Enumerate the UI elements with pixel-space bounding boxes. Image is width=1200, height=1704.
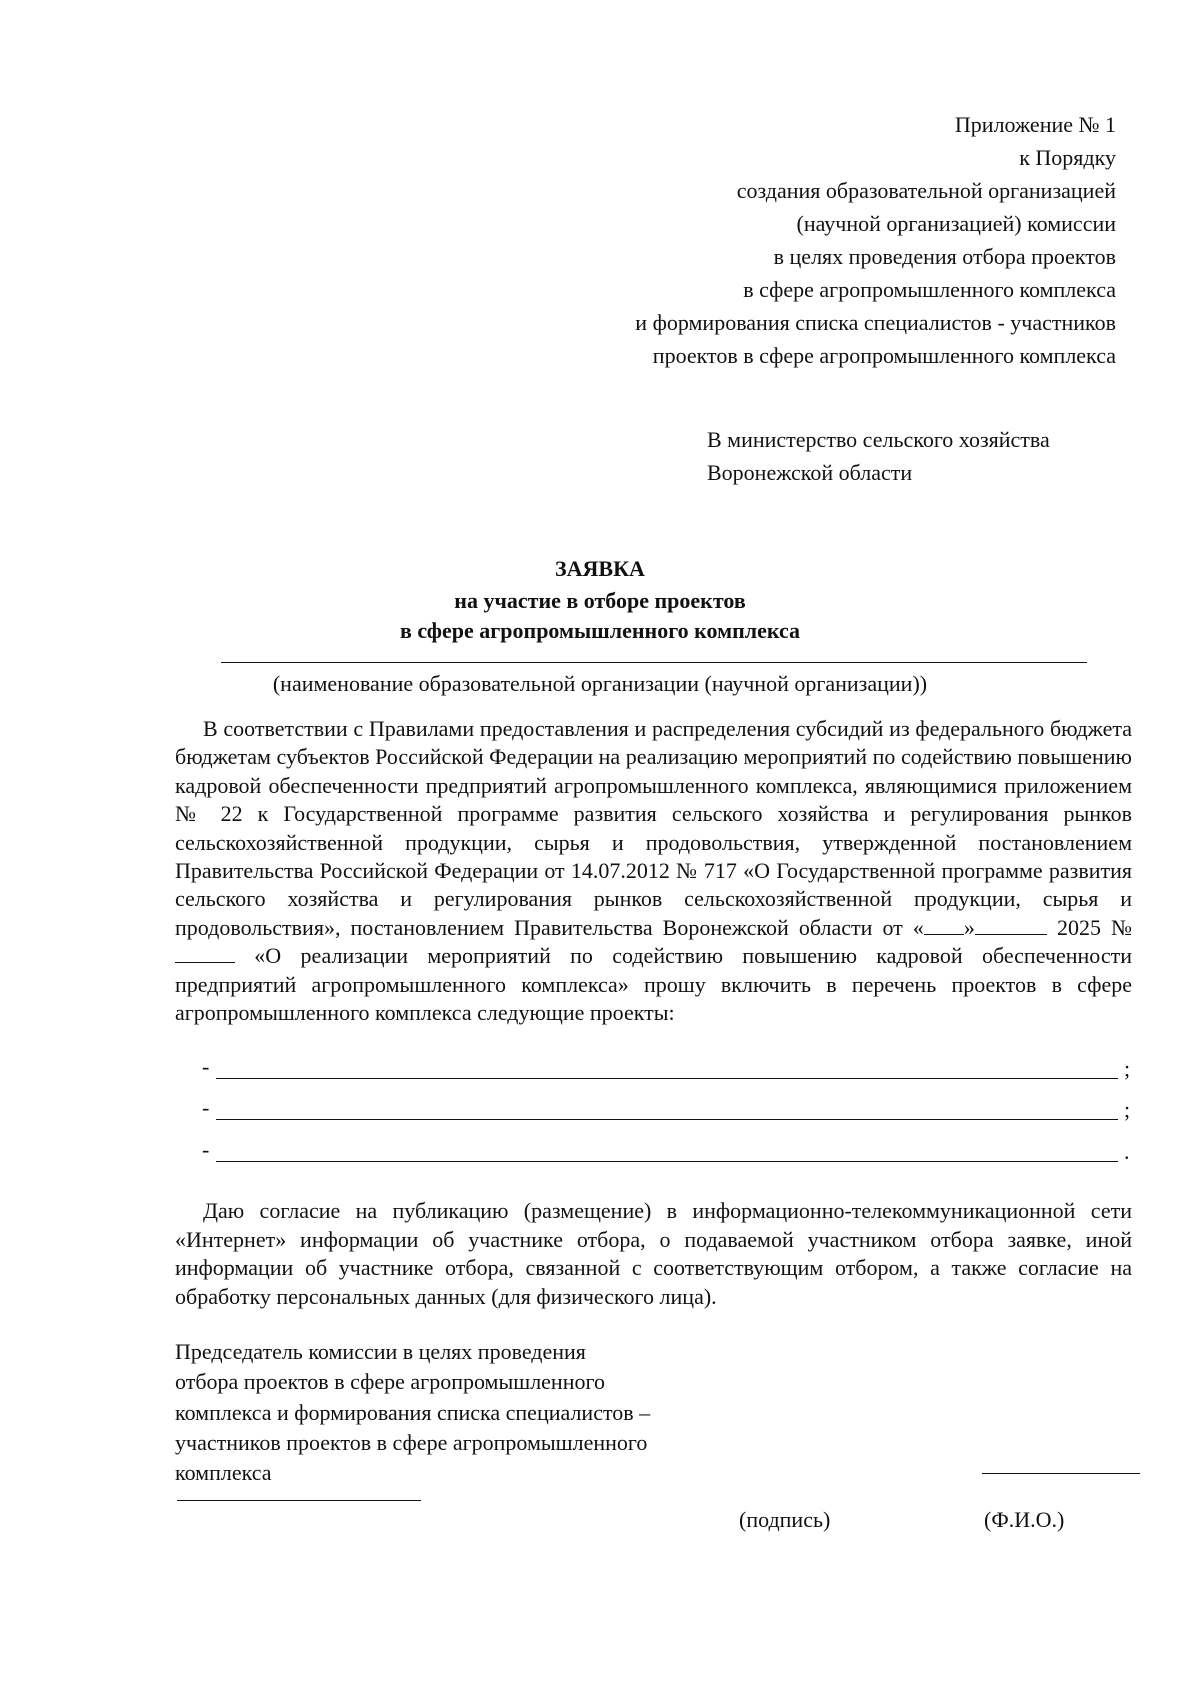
chairman-line: участников проектов в сфере агропромышленного <box>175 1429 648 1455</box>
addressee-line: Воронежской области <box>707 460 913 485</box>
appendix-line: к Порядку <box>1019 145 1116 170</box>
project-end-mark: . <box>1124 1139 1130 1164</box>
application-paragraph <box>175 715 1132 1027</box>
appendix-line: в сфере агропромышленного комплекса <box>743 277 1116 302</box>
project-dash: - <box>202 1095 210 1120</box>
project-end-mark: ; <box>1124 1056 1131 1081</box>
chairman-line: отбора проектов в сфере агропромышленного <box>175 1369 605 1395</box>
body-text-part: В соответствии с Правилами предоставления и распределения субсидий из федерального бюджета бюджетам субъектов Российской Федерации на реализацию мероприятий по содействию повышению кадровой обеспеченности предприятий агропромышленного комплекса, являющимися приложением № 22 к Государственной программе развития сельского хозяйства и регулирования рынков сельскохозяйственной продукции, сырья и продовольствия, утвержденной постановлением Правительства Российской Федерации от 14.07.2012 № 717 «О Государственной программе развития сельского хозяйства и регулирования рынков сельскохозяйственной продукции, сырья и продовольствия», постановлением Правительства Воронежской области от « <box>175 716 1132 940</box>
organization-name-field[interactable] <box>221 662 1087 663</box>
appendix-line: создания образовательной организацией <box>736 178 1116 203</box>
day-blank-field[interactable] <box>924 916 964 935</box>
document-subtitle: на участие в отборе проектов <box>454 588 746 613</box>
project-blank-field[interactable] <box>216 1119 1118 1120</box>
consent-text: Даю согласие на публикацию (размещение) в информационно-телекоммуникационной сети «Интернет» информации об участнике отбора, о подаваемой участником отбора заявке, иной информации об участнике отбора, связанной с соответствующим отбором, а также согласие на обработку персональных данных (для физического лица). <box>175 1198 1132 1309</box>
project-blank-field[interactable] <box>216 1161 1118 1162</box>
body-text-part: 2025 № <box>1046 914 1132 940</box>
chairman-block <box>175 1337 650 1488</box>
application-body <box>175 715 1132 1027</box>
document-subtitle: в сфере агропромышленного комплекса <box>399 618 801 643</box>
appendix-line: (научной организацией) комиссии <box>796 211 1116 236</box>
document-title: ЗАЯВКА <box>555 556 645 581</box>
fio-caption: (Ф.И.О.) <box>984 1507 1065 1532</box>
project-dash: - <box>202 1137 210 1162</box>
appendix-line: в целях проведения отбора проектов <box>773 244 1116 269</box>
signature-blank-field[interactable] <box>177 1500 421 1501</box>
project-blank-field[interactable] <box>216 1078 1118 1079</box>
project-end-mark: ; <box>1124 1097 1131 1122</box>
project-dash: - <box>202 1054 210 1079</box>
body-text-part: «О реализации мероприятий по содействию повышению кадровой обеспеченности предприятий агропромышленного комплекса» прошу включить в перечень проектов в сфере агропромышленного комплекса следующие проекты: <box>175 943 1132 1026</box>
consent-paragraph <box>175 1197 1132 1311</box>
organization-name-caption: (наименование образовательной организации (научной организации)) <box>272 671 928 696</box>
chairman-line: комплекса и формирования списка специалистов – <box>175 1399 651 1425</box>
appendix-line: и формирования списка специалистов - участников <box>635 310 1116 335</box>
appendix-line: Приложение № 1 <box>954 112 1116 137</box>
chairman-line: комплекса <box>175 1460 272 1486</box>
appendix-line: проектов в сфере агропромышленного комплекса <box>652 343 1116 368</box>
appendix-header <box>635 108 1116 372</box>
month-blank-field[interactable] <box>975 916 1047 935</box>
chairman-line: Председатель комиссии в целях проведения <box>175 1339 586 1364</box>
body-text-part: » <box>963 914 975 940</box>
fio-blank-field[interactable] <box>982 1473 1140 1474</box>
addressee <box>707 423 1050 489</box>
addressee-line: В министерство сельского хозяйства <box>707 427 1050 452</box>
number-blank-field[interactable] <box>175 944 235 963</box>
signature-caption: (подпись) <box>739 1507 831 1532</box>
